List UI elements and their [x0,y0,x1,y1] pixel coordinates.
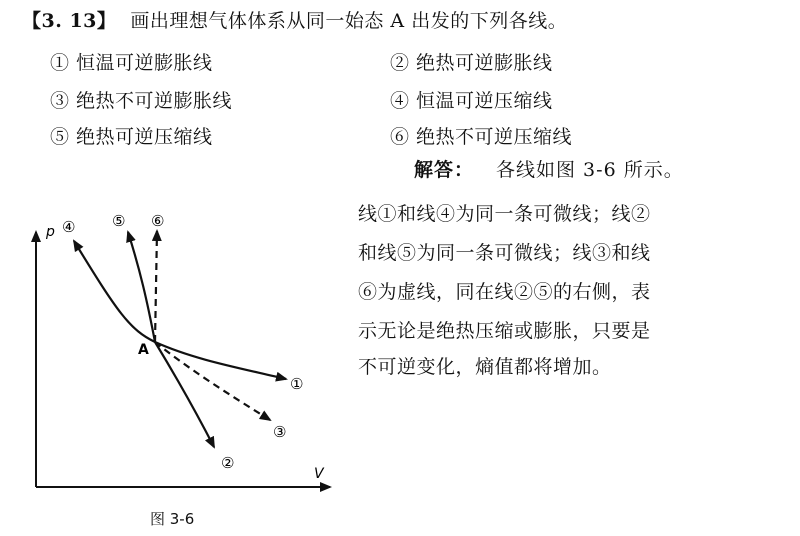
y-axis-label: p [46,224,55,240]
problem-statement [22,6,567,33]
curve-label-1: ① [290,375,304,393]
problem-number: 【3. 13】 [22,10,117,32]
figure-caption: 图 3-6 [150,510,195,528]
pv-diagram [0,195,345,500]
option-6: ⑥ 绝热不可逆压缩线 [390,126,573,148]
answer-line-2: 和线⑤为同一条可微线；线③和线 [358,242,651,264]
curve-label-2: ② [221,454,235,472]
option-2: ② 绝热可逆膨胀线 [390,52,553,74]
curve-4 [74,241,155,342]
answer-line-4: 示无论是绝热压缩或膨胀，只要是 [358,320,651,342]
problem-text: 画出理想气体体系从同一始态 A 出发的下列各线。 [130,10,568,32]
option-4: ④ 恒温可逆压缩线 [390,90,553,112]
curve-2 [155,342,214,447]
answer-intro: 各线如图 3-6 所示。 [496,159,684,181]
x-axis-label: V [314,466,324,482]
point-a-label: A [138,342,149,358]
answer-line-5: 不可逆变化，熵值都将增加。 [358,356,612,378]
curve-6 [155,231,157,342]
answer-heading [414,155,684,182]
option-1: ① 恒温可逆膨胀线 [50,52,213,74]
curve-label-3: ③ [273,423,287,441]
answer-line-1: 线①和线④为同一条可微线；线② [358,203,651,225]
curve-3 [155,342,270,420]
curve-label-5: ⑤ [112,212,126,230]
answer-line-3: ⑥为虚线，同在线②⑤的右侧，表 [358,281,651,303]
option-3: ③ 绝热不可逆膨胀线 [50,90,233,112]
answer-label: 解答： [414,159,475,181]
curve-label-6: ⑥ [151,212,165,230]
option-5: ⑤ 绝热可逆压缩线 [50,126,213,148]
curve-label-4: ④ [62,218,76,236]
